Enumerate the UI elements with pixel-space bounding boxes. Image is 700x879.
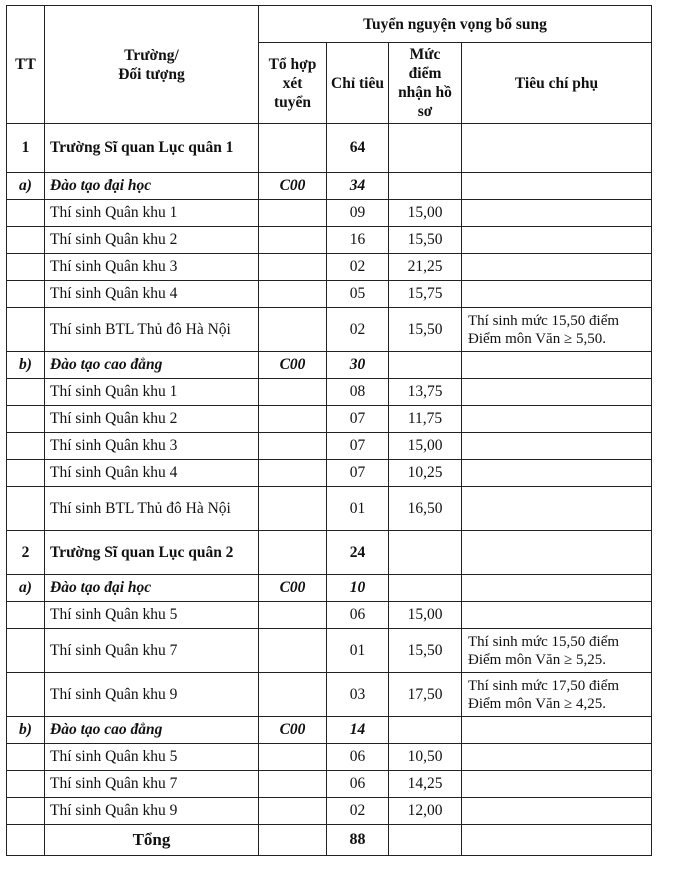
header-tt: TT bbox=[7, 6, 45, 124]
table-row bbox=[7, 254, 652, 281]
table-row bbox=[7, 629, 652, 673]
name-cell: Đào tạo cao đẳng bbox=[45, 352, 259, 379]
tt-cell bbox=[7, 744, 45, 771]
score-cell: 10,50 bbox=[389, 744, 462, 771]
score-cell: 15,50 bbox=[389, 227, 462, 254]
total-row bbox=[7, 825, 652, 856]
table-row bbox=[7, 406, 652, 433]
tt-cell: 1 bbox=[7, 124, 45, 173]
name-cell: Thí sinh Quân khu 1 bbox=[45, 379, 259, 406]
header-quota: Chỉ tiêu bbox=[327, 43, 389, 124]
tt-cell bbox=[7, 200, 45, 227]
total-score-cell bbox=[389, 825, 462, 856]
header-school bbox=[45, 6, 259, 124]
quota-cell: 03 bbox=[327, 673, 389, 717]
header-score bbox=[389, 43, 462, 124]
table-row bbox=[7, 673, 652, 717]
tt-cell: b) bbox=[7, 717, 45, 744]
program-row bbox=[7, 717, 652, 744]
quota-cell: 07 bbox=[327, 406, 389, 433]
score-cell: 15,50 bbox=[389, 308, 462, 352]
program-row bbox=[7, 575, 652, 602]
criteria-cell bbox=[462, 460, 652, 487]
criteria-cell bbox=[462, 352, 652, 379]
criteria-cell bbox=[462, 254, 652, 281]
name-cell: Thí sinh Quân khu 9 bbox=[45, 673, 259, 717]
tt-cell bbox=[7, 406, 45, 433]
table-row bbox=[7, 487, 652, 531]
quota-cell: 07 bbox=[327, 460, 389, 487]
combo-cell bbox=[259, 602, 327, 629]
criteria-cell bbox=[462, 281, 652, 308]
criteria-cell bbox=[462, 173, 652, 200]
tt-cell bbox=[7, 673, 45, 717]
program-row bbox=[7, 173, 652, 200]
header-combo-line1: Tổ hợp bbox=[268, 55, 317, 73]
combo-cell: C00 bbox=[259, 575, 327, 602]
tt-cell bbox=[7, 254, 45, 281]
tt-cell bbox=[7, 281, 45, 308]
name-cell: Thí sinh Quân khu 7 bbox=[45, 629, 259, 673]
combo-cell bbox=[259, 531, 327, 575]
criteria-cell: Thí sinh mức 17,50 điểm Điểm môn Văn ≥ 4,25. bbox=[462, 673, 652, 717]
criteria-cell bbox=[462, 798, 652, 825]
combo-cell bbox=[259, 200, 327, 227]
score-cell bbox=[389, 575, 462, 602]
tt-cell: 2 bbox=[7, 531, 45, 575]
name-cell: Thí sinh Quân khu 7 bbox=[45, 771, 259, 798]
quota-cell: 06 bbox=[327, 744, 389, 771]
name-cell: Thí sinh Quân khu 5 bbox=[45, 744, 259, 771]
total-criteria-cell bbox=[462, 825, 652, 856]
score-cell: 16,50 bbox=[389, 487, 462, 531]
name-cell: Đào tạo đại học bbox=[45, 173, 259, 200]
name-cell: Thí sinh Quân khu 1 bbox=[45, 200, 259, 227]
quota-cell: 02 bbox=[327, 254, 389, 281]
combo-cell bbox=[259, 487, 327, 531]
table-row bbox=[7, 602, 652, 629]
header-score-line1: Mức bbox=[409, 46, 441, 63]
header-combo-line2: xét tuyển bbox=[273, 74, 312, 111]
score-cell bbox=[389, 531, 462, 575]
combo-cell bbox=[259, 673, 327, 717]
tt-cell bbox=[7, 487, 45, 531]
total-quota: 88 bbox=[327, 825, 389, 856]
criteria-cell bbox=[462, 379, 652, 406]
combo-cell bbox=[259, 124, 327, 173]
quota-cell: 10 bbox=[327, 575, 389, 602]
score-cell: 15,00 bbox=[389, 200, 462, 227]
table-row bbox=[7, 744, 652, 771]
tt-cell bbox=[7, 308, 45, 352]
name-cell: Thí sinh BTL Thủ đô Hà Nội bbox=[45, 487, 259, 531]
name-cell: Thí sinh BTL Thủ đô Hà Nội bbox=[45, 308, 259, 352]
name-cell: Đào tạo cao đẳng bbox=[45, 717, 259, 744]
combo-cell bbox=[259, 227, 327, 254]
score-cell: 13,75 bbox=[389, 379, 462, 406]
table-body bbox=[7, 124, 652, 825]
table-row bbox=[7, 200, 652, 227]
quota-cell: 64 bbox=[327, 124, 389, 173]
criteria-cell bbox=[462, 406, 652, 433]
combo-cell bbox=[259, 433, 327, 460]
total-combo-cell bbox=[259, 825, 327, 856]
tt-cell: a) bbox=[7, 173, 45, 200]
tt-cell bbox=[7, 460, 45, 487]
score-cell: 21,25 bbox=[389, 254, 462, 281]
combo-cell bbox=[259, 281, 327, 308]
total-tt-cell bbox=[7, 825, 45, 856]
name-cell: Thí sinh Quân khu 4 bbox=[45, 460, 259, 487]
quota-cell: 02 bbox=[327, 308, 389, 352]
school-row bbox=[7, 531, 652, 575]
score-cell: 10,25 bbox=[389, 460, 462, 487]
program-row bbox=[7, 352, 652, 379]
table-row bbox=[7, 281, 652, 308]
criteria-cell: Thí sinh mức 15,50 điểm Điểm môn Văn ≥ 5,50. bbox=[462, 308, 652, 352]
quota-cell: 02 bbox=[327, 798, 389, 825]
table-row bbox=[7, 798, 652, 825]
header-combo bbox=[259, 43, 327, 124]
criteria-cell bbox=[462, 575, 652, 602]
school-row bbox=[7, 124, 652, 173]
score-cell: 12,00 bbox=[389, 798, 462, 825]
quota-cell: 01 bbox=[327, 487, 389, 531]
header-school-line2: Đối tượng bbox=[118, 65, 185, 83]
combo-cell bbox=[259, 254, 327, 281]
combo-cell bbox=[259, 771, 327, 798]
combo-cell bbox=[259, 798, 327, 825]
criteria-cell bbox=[462, 200, 652, 227]
name-cell: Thí sinh Quân khu 2 bbox=[45, 406, 259, 433]
quota-cell: 06 bbox=[327, 602, 389, 629]
score-cell: 15,50 bbox=[389, 629, 462, 673]
table-row bbox=[7, 379, 652, 406]
combo-cell bbox=[259, 308, 327, 352]
table-row bbox=[7, 308, 652, 352]
criteria-cell bbox=[462, 227, 652, 254]
tt-cell bbox=[7, 379, 45, 406]
table-row bbox=[7, 227, 652, 254]
criteria-cell bbox=[462, 531, 652, 575]
tt-cell bbox=[7, 433, 45, 460]
quota-cell: 16 bbox=[327, 227, 389, 254]
name-cell: Thí sinh Quân khu 5 bbox=[45, 602, 259, 629]
name-cell: Thí sinh Quân khu 3 bbox=[45, 433, 259, 460]
header-score-line3: nhận hồ bbox=[398, 84, 452, 101]
quota-cell: 08 bbox=[327, 379, 389, 406]
quota-cell: 30 bbox=[327, 352, 389, 379]
admission-table bbox=[6, 5, 652, 856]
combo-cell bbox=[259, 744, 327, 771]
score-cell: 15,00 bbox=[389, 602, 462, 629]
tt-cell bbox=[7, 227, 45, 254]
combo-cell: C00 bbox=[259, 352, 327, 379]
combo-cell bbox=[259, 460, 327, 487]
combo-cell bbox=[259, 406, 327, 433]
score-cell: 15,75 bbox=[389, 281, 462, 308]
score-cell: 11,75 bbox=[389, 406, 462, 433]
tt-cell bbox=[7, 602, 45, 629]
tt-cell: b) bbox=[7, 352, 45, 379]
name-cell: Thí sinh Quân khu 4 bbox=[45, 281, 259, 308]
score-cell bbox=[389, 124, 462, 173]
header-group: Tuyển nguyện vọng bổ sung bbox=[259, 6, 652, 43]
tt-cell bbox=[7, 798, 45, 825]
criteria-cell bbox=[462, 771, 652, 798]
combo-cell: C00 bbox=[259, 173, 327, 200]
combo-cell bbox=[259, 629, 327, 673]
header-school-line1: Trường/ bbox=[124, 46, 179, 64]
header-score-line2: điểm bbox=[408, 65, 442, 82]
name-cell: Trường Sĩ quan Lục quân 2 bbox=[45, 531, 259, 575]
name-cell: Trường Sĩ quan Lục quân 1 bbox=[45, 124, 259, 173]
quota-cell: 05 bbox=[327, 281, 389, 308]
score-cell bbox=[389, 352, 462, 379]
score-cell: 14,25 bbox=[389, 771, 462, 798]
quota-cell: 01 bbox=[327, 629, 389, 673]
criteria-cell bbox=[462, 487, 652, 531]
quota-cell: 14 bbox=[327, 717, 389, 744]
table-row bbox=[7, 771, 652, 798]
tt-cell bbox=[7, 771, 45, 798]
table-row bbox=[7, 460, 652, 487]
name-cell: Thí sinh Quân khu 3 bbox=[45, 254, 259, 281]
score-cell bbox=[389, 173, 462, 200]
name-cell: Đào tạo đại học bbox=[45, 575, 259, 602]
quota-cell: 07 bbox=[327, 433, 389, 460]
criteria-cell bbox=[462, 433, 652, 460]
criteria-cell bbox=[462, 124, 652, 173]
score-cell: 15,00 bbox=[389, 433, 462, 460]
header-criteria: Tiêu chí phụ bbox=[462, 43, 652, 124]
quota-cell: 34 bbox=[327, 173, 389, 200]
name-cell: Thí sinh Quân khu 9 bbox=[45, 798, 259, 825]
header-score-line4: sơ bbox=[417, 103, 433, 120]
criteria-cell bbox=[462, 744, 652, 771]
tt-cell bbox=[7, 629, 45, 673]
combo-cell bbox=[259, 379, 327, 406]
table-header bbox=[7, 6, 652, 124]
tt-cell: a) bbox=[7, 575, 45, 602]
quota-cell: 09 bbox=[327, 200, 389, 227]
name-cell: Thí sinh Quân khu 2 bbox=[45, 227, 259, 254]
criteria-cell bbox=[462, 717, 652, 744]
criteria-cell: Thí sinh mức 15,50 điểm Điểm môn Văn ≥ 5,25. bbox=[462, 629, 652, 673]
score-cell: 17,50 bbox=[389, 673, 462, 717]
criteria-cell bbox=[462, 602, 652, 629]
combo-cell: C00 bbox=[259, 717, 327, 744]
quota-cell: 06 bbox=[327, 771, 389, 798]
table-row bbox=[7, 433, 652, 460]
score-cell bbox=[389, 717, 462, 744]
quota-cell: 24 bbox=[327, 531, 389, 575]
total-label: Tổng bbox=[45, 825, 259, 856]
